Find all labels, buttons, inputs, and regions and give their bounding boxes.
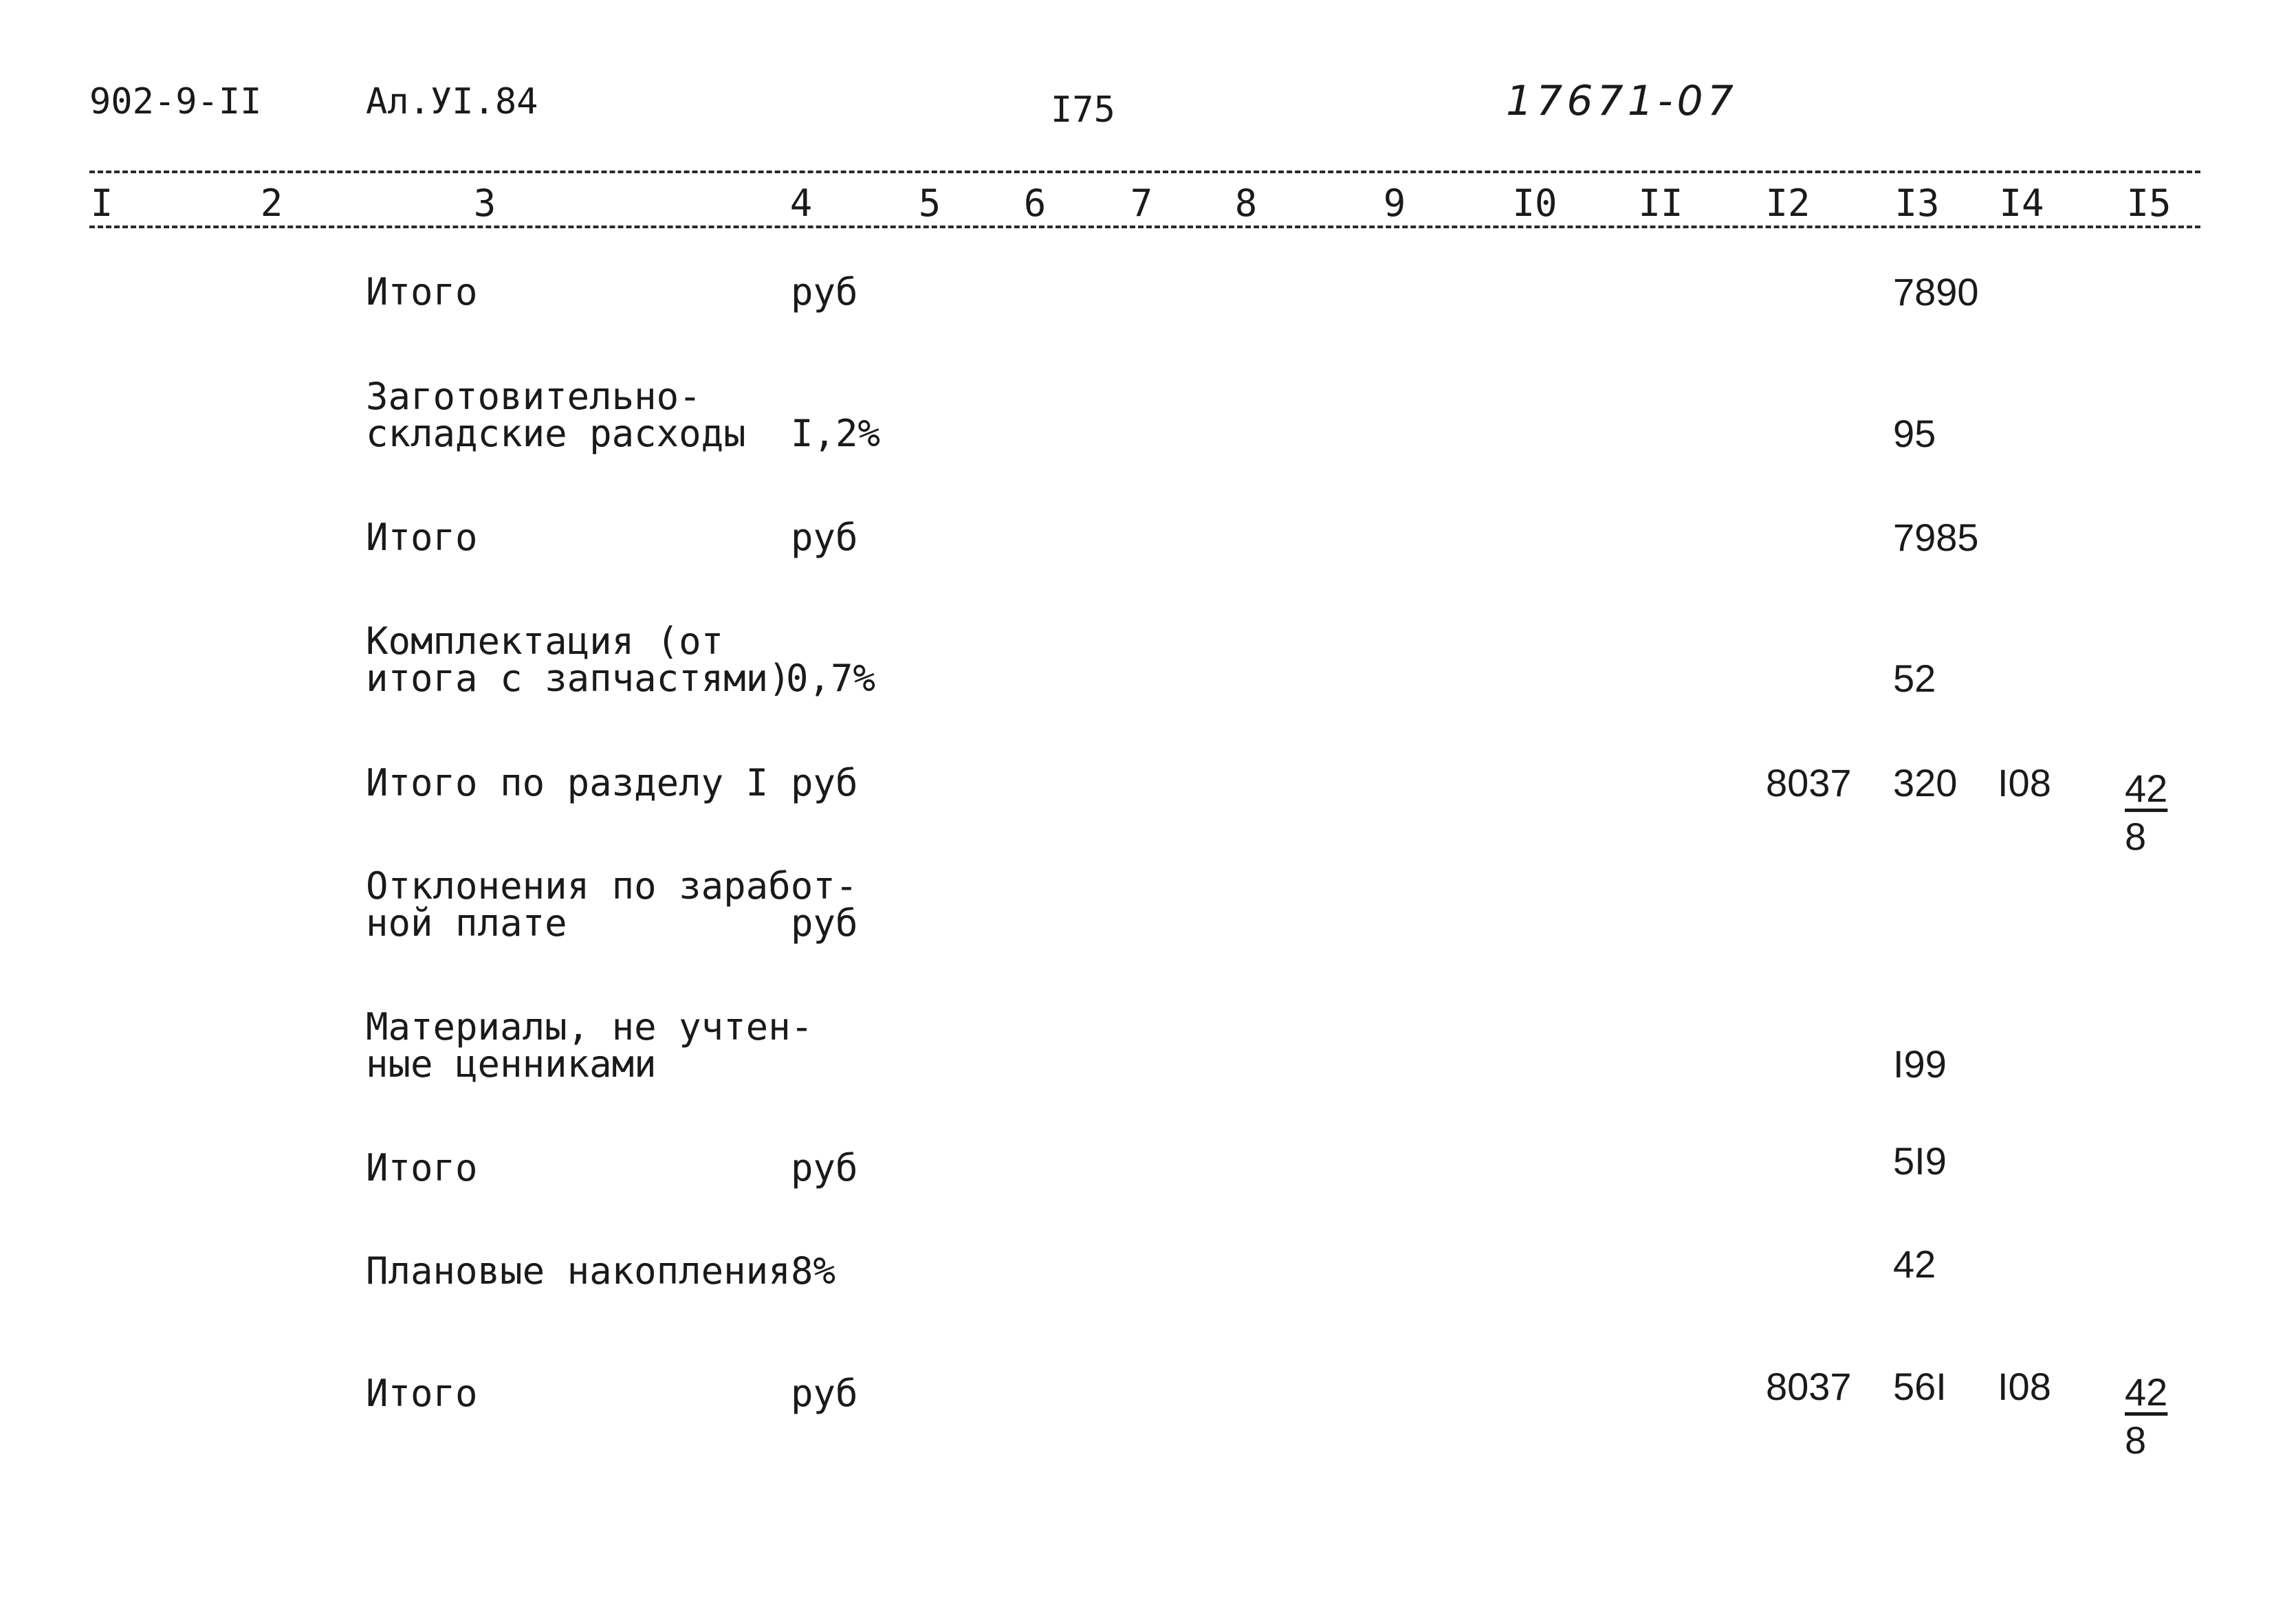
column-number-2: 2 (260, 182, 283, 225)
row-unit: руб (791, 1372, 858, 1415)
row-label: Заготовительно- складские расходы (366, 375, 746, 455)
cell-col-13: 7890 (1893, 270, 1979, 314)
column-number-13: I3 (1894, 182, 1940, 225)
column-number-15: I5 (2126, 182, 2172, 225)
row-label: Итого (366, 1372, 478, 1415)
album-reference: Ал.УI.84 (366, 81, 538, 122)
cell-col-13: 5I9 (1893, 1139, 1947, 1183)
row-label: Итого (366, 516, 478, 559)
column-number-11: II (1638, 182, 1683, 225)
cell-col-13: 7985 (1893, 516, 1979, 559)
bottom-dashed-rule (89, 226, 2200, 228)
row-unit: руб (791, 901, 858, 945)
cell-col-13: 56I (1893, 1365, 1947, 1408)
row-unit: 0,7% (786, 657, 876, 700)
handwritten-number: 17671-07 (1506, 77, 1738, 125)
cell-col-13: 52 (1893, 657, 1936, 700)
column-number-10: I0 (1512, 182, 1557, 225)
column-number-5: 5 (918, 182, 941, 225)
row-unit: руб (791, 761, 858, 804)
row-label: Итого (366, 1146, 478, 1189)
fraction-numerator: 42 (2125, 767, 2168, 810)
fraction-denominator: 8 (2125, 1418, 2147, 1462)
column-number-3: 3 (473, 182, 496, 225)
row-label: Итого (366, 270, 478, 314)
cell-col-13: 320 (1893, 761, 1958, 804)
column-number-9: 9 (1383, 182, 1406, 225)
cell-col-13: 42 (1893, 1242, 1936, 1286)
row-unit: руб (791, 516, 858, 559)
column-number-14: I4 (1999, 182, 2044, 225)
fraction-denominator: 8 (2125, 815, 2147, 858)
row-label: Итого по разделу I (366, 761, 769, 804)
document-code: 902-9-II (89, 81, 262, 122)
row-unit: I,2% (791, 412, 881, 455)
cell-col-14: I08 (1998, 761, 2051, 804)
row-label: Комплектация (от итога с запчастями) (366, 619, 791, 700)
cell-col-14: I08 (1998, 1365, 2051, 1408)
fraction-numerator: 42 (2125, 1370, 2168, 1414)
row-unit: руб (791, 1146, 858, 1189)
cell-col-12: 8037 (1766, 1365, 1852, 1408)
row-label: Материалы, не учтен- ные ценниками (366, 1005, 813, 1086)
row-label: Отклонения по заработ- ной плате (366, 864, 858, 945)
row-label: Плановые накопления (366, 1249, 791, 1293)
cell-col-13: 95 (1893, 412, 1936, 455)
row-unit: 8% (791, 1249, 836, 1293)
column-number-6: 6 (1023, 182, 1047, 225)
top-dashed-rule (89, 171, 2200, 173)
page-number: I75 (1051, 89, 1115, 131)
cell-col-15-fraction (2125, 765, 2167, 861)
column-number-1: I (90, 182, 113, 225)
column-number-7: 7 (1130, 182, 1153, 225)
column-number-8: 8 (1234, 182, 1258, 225)
column-number-4: 4 (789, 182, 813, 225)
cell-col-12: 8037 (1766, 761, 1852, 804)
row-unit: руб (791, 270, 858, 314)
column-number-12: I2 (1765, 182, 1811, 225)
cell-col-15-fraction (2125, 1368, 2167, 1464)
cell-col-13: I99 (1893, 1042, 1947, 1086)
